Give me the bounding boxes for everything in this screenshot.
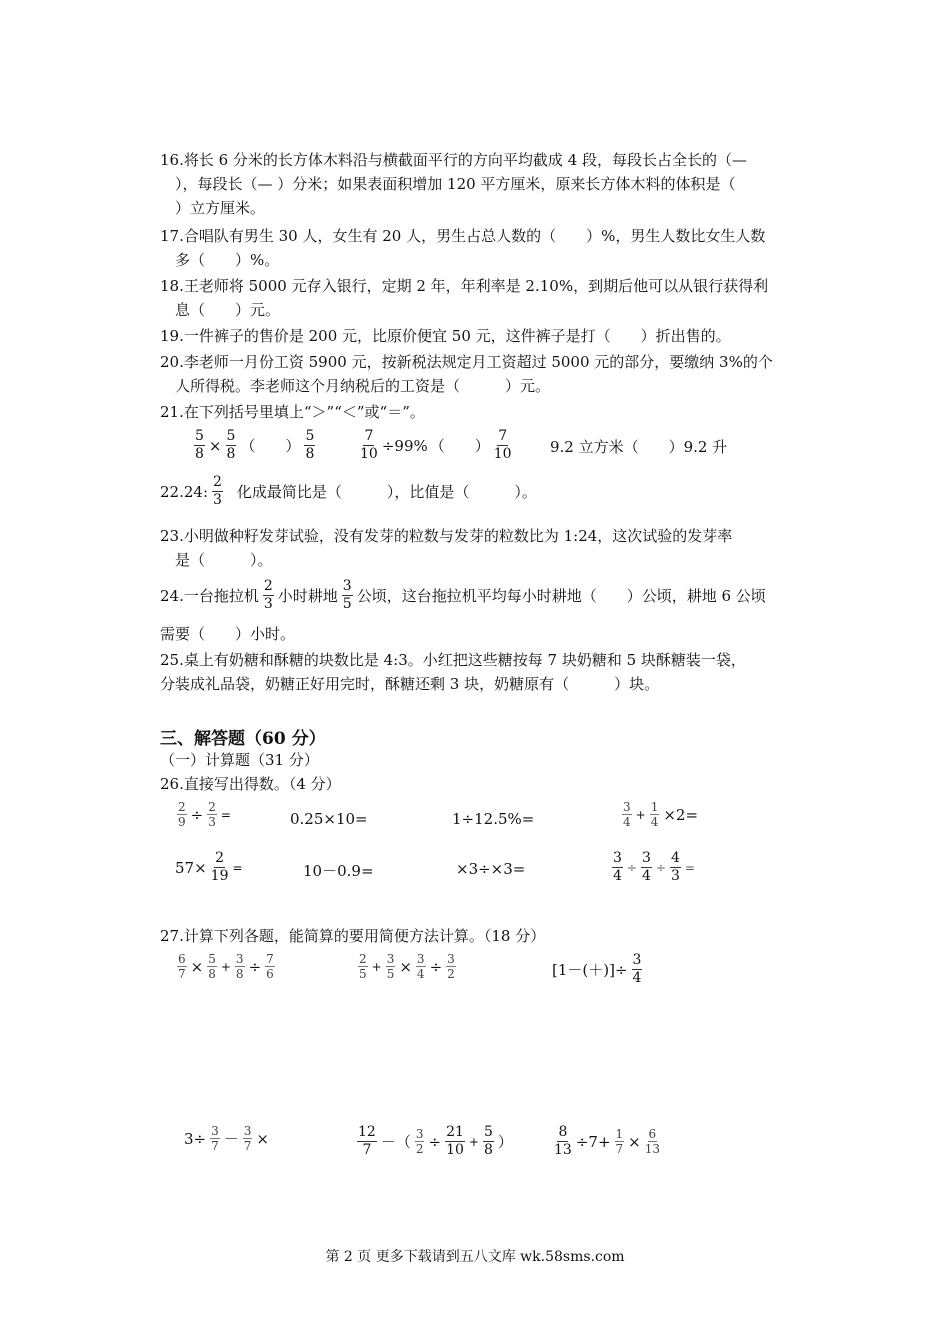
- q18-line-1: 18.王老师将 5000 元存入银行，定期 2 年，年利率是 2.10%，到期后他可以从银行获得利: [160, 277, 769, 295]
- fraction: $\frac{6}{13}$: [644, 1127, 661, 1156]
- fraction: $\frac{7}{6}$: [266, 952, 274, 981]
- fraction: $\frac{3}{2}$: [447, 952, 455, 981]
- q26-item-8: $\frac{3}{4}$ ÷ $\frac{3}{4}$ ÷ $\frac{4}{3}$ =: [613, 850, 695, 884]
- fraction: 3 5: [342, 578, 352, 612]
- q27-item-4: 3÷ $\frac{3}{7}$ － $\frac{3}{7}$ ×: [184, 1124, 269, 1153]
- fraction: $\frac{2}{9}$: [178, 800, 186, 829]
- fraction: $\frac{5}{8}$: [195, 428, 204, 462]
- q26-item-7: ×3÷×3=: [456, 860, 526, 878]
- q27-heading: 27.计算下列各题，能简算的要用简便方法计算。（18 分）: [160, 927, 546, 945]
- fraction: $\frac{7}{10}$: [360, 428, 378, 462]
- section-title: 三、解答题（60 分）: [160, 729, 326, 749]
- q25-line-1: 25.桌上有奶糖和酥糖的块数比是 4:3。小红把这些糖按每 7 块奶糖和 5 块酥糖装一袋，: [160, 651, 746, 669]
- fraction: $\frac{4}{3}$: [670, 850, 680, 884]
- q21-expression-3: 9.2 立方米（ ）9.2 升: [550, 438, 728, 456]
- fraction: $\frac{5}{8}$: [226, 428, 236, 462]
- fraction: 12 7: [358, 1124, 376, 1158]
- fraction: $\frac{3}{2}$: [415, 1127, 424, 1156]
- page-footer: 第 2 页 更多下载请到五八文库 wk.58sms.com: [325, 1249, 625, 1265]
- fraction: $\frac{3}{8}$: [235, 952, 244, 981]
- fraction: $\frac{3}{7}$: [211, 1124, 219, 1153]
- q26-item-2: 0.25×10=: [290, 810, 368, 828]
- q26-heading: 26.直接写出得数。（4 分）: [160, 775, 341, 793]
- q23-line-2: 是（ ）。: [175, 551, 273, 569]
- q19-line-1: 19.一件裤子的售价是 200 元，比原价便宜 50 元，这件裤子是打（ ）折出售的。: [160, 327, 731, 345]
- q21-line-1: 21.在下列括号里填上“＞”“＜”或“＝”。: [160, 403, 425, 421]
- fraction: 2 3: [263, 578, 273, 612]
- fraction: $\frac{6}{7}$: [178, 952, 186, 981]
- section-subtitle: （一）计算题（31 分）: [160, 751, 319, 769]
- answer-blank: （ ）: [240, 437, 301, 455]
- fraction: $\frac{2}{19}$: [210, 850, 229, 884]
- q25-line-2: 分装成礼品袋，奶糖正好用完时，酥糖还剩 3 块，奶糖原有（ ）块。: [160, 675, 660, 693]
- answer-blank: （ ）: [429, 437, 490, 455]
- fraction: $\frac{8}{13}$: [554, 1124, 572, 1158]
- q21-expression-2: $\frac{7}{10}$ ÷99% （ ） 7 10: [360, 428, 512, 462]
- fraction: 3 4: [623, 800, 631, 829]
- fraction: $\frac{3}{7}$: [243, 1124, 252, 1153]
- q27-item-1: $\frac{6}{7}$ × $\frac{5}{8}$ + $\frac{3}{8}$ ÷ $\frac{7}{6}$: [178, 952, 274, 981]
- q17-line-2: 多（ ）%。: [175, 251, 280, 269]
- q24-line-1: 24.一台拖拉机 2 3 小时耕地 3 5 公顷，这台拖拉机平均每小时耕地（ ）公顷，耕地 6 公顷: [160, 578, 766, 612]
- fraction: $\frac{3}{4}$: [632, 952, 642, 986]
- q22-line: 22.24: 2 3 化成最简比是（ ），比值是（ ）。: [160, 474, 537, 508]
- fraction: 2 3: [213, 474, 222, 508]
- q21-expression-1: $\frac{5}{8}$ × $\frac{5}{8}$ （ ） 5 8: [195, 428, 315, 462]
- q23-line-1: 23.小明做种籽发芽试验，没有发芽的粒数与发芽的粒数比为 1:24，这次试验的发芽率: [160, 527, 733, 545]
- q16-line-3: ）立方厘米。: [175, 199, 266, 217]
- fraction: 7 10: [493, 428, 512, 462]
- fraction: $\frac{3}{4}$: [613, 850, 622, 884]
- q20-line-1: 20.李老师一月份工资 5900 元，按新税法规定月工资超过 5000 元的部分，要缴纳 3%的个: [160, 353, 773, 371]
- q16-line-2: ），每段长（— ）分米；如果表面积增加 120 平方厘米，原来长方体木料的体积是（: [175, 175, 736, 193]
- fraction: $\frac{3}{4}$: [641, 850, 651, 884]
- fraction: 2 5: [359, 952, 367, 981]
- fraction: $\frac{5}{8}$: [208, 952, 216, 981]
- q20-line-2: 人所得税。李老师这个月纳税后的工资是（ ）元。: [175, 377, 551, 395]
- fraction: $\frac{1}{4}$: [650, 800, 659, 829]
- q26-item-6: 10－0.9=: [303, 862, 374, 880]
- fraction: $\frac{21}{10}$: [446, 1124, 464, 1158]
- q26-item-4: 3 4 + $\frac{1}{4}$ ×2=: [623, 800, 699, 829]
- q24-line-2: 需要（ ）小时。: [160, 625, 296, 643]
- q27-item-6: $\frac{8}{13}$ ÷7+ $\frac{1}{7}$ × $\frac{6}{13}$: [554, 1124, 661, 1158]
- q16-line-1: 16.将长 6 分米的长方体木料沿与横截面平行的方向平均截成 4 段，每段长占全长的（—: [160, 151, 748, 169]
- fraction: $\frac{3}{4}$: [416, 952, 425, 981]
- fraction: 5 8: [305, 428, 315, 462]
- q18-line-2: 息（ ）元。: [175, 301, 281, 319]
- q17-line-1: 17.合唱队有男生 30 人，女生有 20 人，男生占总人数的（ ）%，男生人数比女生人数: [160, 227, 766, 245]
- q26-item-5: 57× $\frac{2}{19}$ =: [175, 850, 243, 884]
- q27-item-2: 2 5 + $\frac{3}{5}$ × $\frac{3}{4}$ ÷ $\frac{3}{2}$: [359, 952, 455, 981]
- fraction: $\frac{1}{7}$: [615, 1127, 624, 1156]
- fraction: $\frac{3}{5}$: [386, 952, 395, 981]
- q26-item-3: 1÷12.5%=: [452, 810, 535, 828]
- q27-item-3: [1－(＋)]÷ $\frac{3}{4}$: [552, 952, 642, 986]
- fraction: $\frac{5}{8}$: [483, 1124, 493, 1158]
- fraction: $\frac{2}{3}$: [208, 800, 216, 829]
- q27-item-5: 12 7 －（ $\frac{3}{2}$ ÷ $\frac{21}{10}$ + $\frac{5}{8}$ ）: [358, 1124, 513, 1158]
- q26-item-1: $\frac{2}{9}$ ÷ $\frac{2}{3}$ =: [178, 800, 231, 829]
